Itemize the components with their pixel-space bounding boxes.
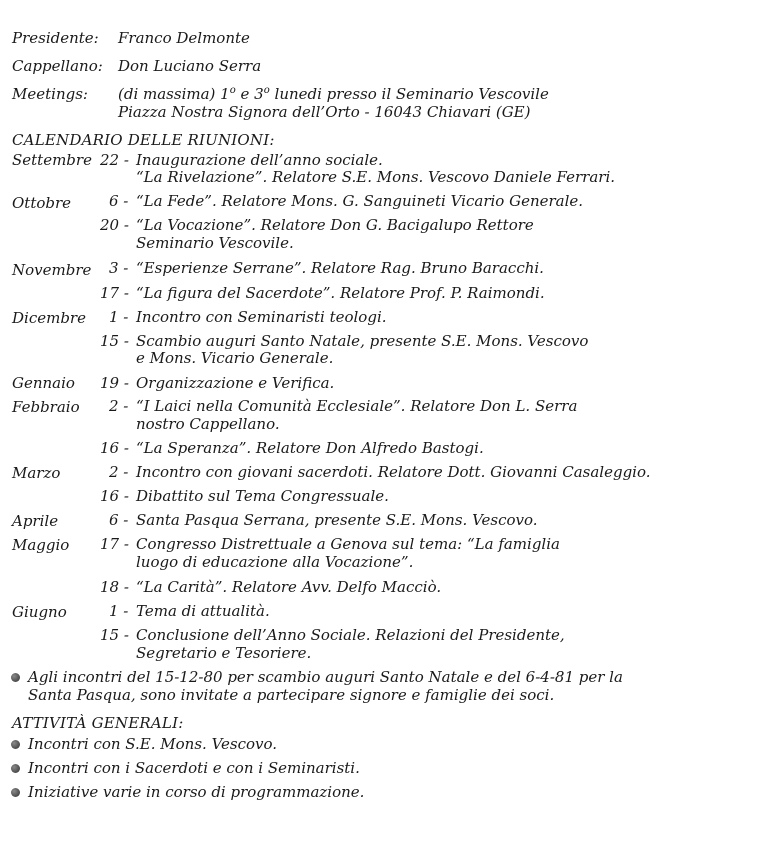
entry-text: luogo di educazione alla Vocazione”. [136,553,414,571]
attivita-heading: ATTIVITÀ GENERALI: [12,714,184,732]
entry-day: 17 - [100,284,129,302]
entry-day: 2 - [109,463,129,481]
bullet-icon [11,788,20,797]
month-settembre: Settembre [12,151,92,169]
bullet-icon [11,740,20,749]
presidente-value: Franco Delmonte [118,29,250,47]
entry-text: Conclusione dell’Anno Sociale. Relazioni del Presidente, [136,626,565,644]
month-ottobre: Ottobre [12,194,72,212]
entry-text: Scambio auguri Santo Natale, presente S.E. Mons. Vescovo [136,332,589,350]
entry-day: 16 - [100,487,129,505]
note-line-1: Agli incontri del 15-12-80 per scambio auguri Santo Natale e del 6-4-81 per la [28,668,623,686]
month-febbraio: Febbraio [12,398,80,416]
entry-day: 22 - [100,151,129,169]
entry-text: Tema di attualità. [136,602,270,620]
entry-text: “La Rivelazione”. Relatore S.E. Mons. Vescovo Daniele Ferrari. [136,168,616,186]
attivita-item: Iniziative varie in corso di programmazione. [28,783,365,801]
entry-text: Incontro con Seminaristi teologi. [136,308,387,326]
entry-day: 1 - [109,308,129,326]
entry-text: “I Laici nella Comunità Ecclesiale”. Relatore Don L. Serra [136,397,578,415]
entry-text: nostro Cappellano. [136,415,280,433]
month-dicembre: Dicembre [12,309,86,327]
presidente-label: Presidente: [12,29,99,47]
entry-day: 20 - [100,216,129,234]
entry-text: Inaugurazione dell’anno sociale. [136,151,383,169]
entry-day: 15 - [100,332,129,350]
entry-text: Organizzazione e Verifica. [136,374,335,392]
entry-text: Congresso Distrettuale a Genova sul tema: “La famiglia [136,535,560,553]
bullet-icon [11,764,20,773]
entry-day: 6 - [109,511,129,529]
entry-text: “La Carità”. Relatore Avv. Delfo Macciò. [136,578,442,596]
cappellano-value: Don Luciano Serra [118,57,262,75]
month-aprile: Aprile [12,512,59,530]
entry-text: “La figura del Sacerdote”. Relatore Prof. P. Raimondi. [136,284,545,302]
entry-text: “La Vocazione”. Relatore Don G. Bacigalupo Rettore [136,216,534,234]
entry-text: “La Fede”. Relatore Mons. G. Sanguineti Vicario Generale. [136,192,584,210]
entry-text: Incontro con giovani sacerdoti. Relatore Dott. Giovanni Casaleggio. [136,463,651,481]
entry-day: 16 - [100,439,129,457]
entry-day: 19 - [100,374,129,392]
entry-day: 3 - [109,259,129,277]
meetings-line-1: (di massima) 1$^o$ e 3$^o$ lunedi presso il Seminario Vescovile [118,85,549,103]
entry-day: 2 - [109,397,129,415]
meetings-line-2: Piazza Nostra Signora dell’Orto - 16043 Chiavari (GE) [118,103,531,121]
cappellano-label: Cappellano: [12,57,103,75]
calendar-heading: CALENDARIO DELLE RIUNIONI: [12,131,275,149]
entry-text: “La Speranza”. Relatore Don Alfredo Bastogi. [136,439,484,457]
month-maggio: Maggio [12,536,70,554]
entry-day: 1 - [109,602,129,620]
entry-text: e Mons. Vicario Generale. [136,349,334,367]
entry-text: Dibattito sul Tema Congressuale. [136,487,389,505]
entry-text: Segretario e Tesoriere. [136,644,312,662]
entry-day: 6 - [109,192,129,210]
attivita-item: Incontri con S.E. Mons. Vescovo. [28,735,278,753]
entry-text: “Esperienze Serrane”. Relatore Rag. Bruno Baracchi. [136,259,544,277]
entry-text: Santa Pasqua Serrana, presente S.E. Mons. Vescovo. [136,511,538,529]
attivita-item: Incontri con i Sacerdoti e con i Seminaristi. [28,759,360,777]
entry-day: 15 - [100,626,129,644]
month-gennaio: Gennaio [12,374,75,392]
month-marzo: Marzo [12,464,61,482]
note-line-2: Santa Pasqua, sono invitate a partecipare signore e famiglie dei soci. [28,686,555,704]
entry-text: Seminario Vescovile. [136,234,294,252]
entry-day: 17 - [100,535,129,553]
bullet-icon [11,673,20,682]
meetings-label: Meetings: [12,85,88,103]
entry-day: 18 - [100,578,129,596]
month-novembre: Novembre [12,261,92,279]
month-giugno: Giugno [12,603,67,621]
